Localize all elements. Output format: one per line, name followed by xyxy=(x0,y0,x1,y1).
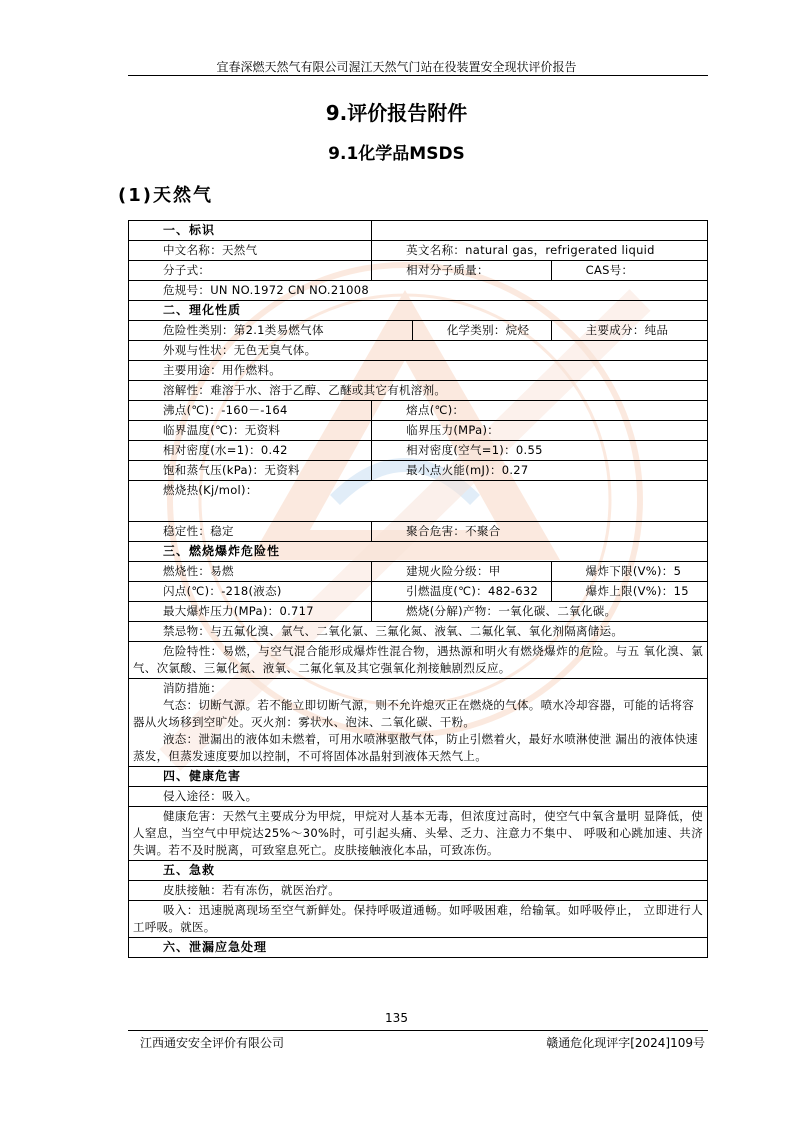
relative-density-water: 相对密度(水=1)：0.42 xyxy=(129,441,372,461)
page-number: 135 xyxy=(385,1011,408,1025)
lower-explosive-limit: 爆炸下限(V%)：5 xyxy=(551,562,707,582)
health-hazard: 健康危害：天然气主要成分为甲烷，甲烷对人基本无毒，但浓度过高时，使空气中氧含量明 显降低，使人窒息，当空气中甲烷达25%～30%时，可引起头痛、头晕、乏力、注意力不集中、 呼吸和心跳加速、共济失调。若不及时脱离，可致窒息死亡。皮肤接触液化本品，可致冻伤。 xyxy=(129,807,708,861)
firefighting-title: 消防措施： xyxy=(163,681,222,695)
footer-company: 江西通安安全评价有限公司 xyxy=(140,1036,285,1050)
section-physicochemical: 二、理化性质 xyxy=(129,301,708,321)
appearance: 外观与性状：无色无臭气体。 xyxy=(129,341,708,361)
minimum-ignition-energy: 最小点火能(mJ)：0.27 xyxy=(372,461,708,481)
section-title: 9.1化学品MSDS xyxy=(328,144,465,164)
page-header: 宜春深燃天然气有限公司渥江天然气门站在役装置安全现状评价报告 xyxy=(216,60,577,74)
combustion-products: 燃烧(分解)产物：一氧化碳、二氧化碳。 xyxy=(372,602,708,622)
critical-pressure: 临界压力(MPa)： xyxy=(372,421,708,441)
skin-contact: 皮肤接触：若有冻伤，就医治疗。 xyxy=(129,881,708,901)
relative-molecular-mass: 相对分子质量： xyxy=(372,261,551,281)
section-fire-explosion: 三、燃烧爆炸危险性 xyxy=(129,542,708,562)
section-identification: 一、标识 xyxy=(129,221,372,241)
melting-point: 熔点(℃)： xyxy=(372,401,708,421)
upper-explosive-limit: 爆炸上限(V%)：15 xyxy=(551,582,707,602)
cas-number: CAS号： xyxy=(551,261,707,281)
row-identification-heading xyxy=(129,221,708,241)
msds-table xyxy=(128,220,708,958)
firefighting-gas: 气态：切断气源。若不能立即切断气源，则不允许熄灭正在燃烧的气体。喷水冷却容器，可能的话将容器从火场移到空旷处。灭火剂：雾状水、泡沫、二氧化碳、干粉。 xyxy=(133,698,694,729)
saturated-vapor-pressure: 饱和蒸气压(kPa)：无资料 xyxy=(129,461,372,481)
section-first-aid: 五、急救 xyxy=(129,861,708,881)
hazard-class: 危险性类别：第2.1类易燃气体 xyxy=(129,321,413,341)
combustion-heat: 燃烧热(Kj/mol)： xyxy=(129,481,708,522)
polymerization-hazard: 聚合危害：不聚合 xyxy=(372,522,708,542)
firefighting-liquid: 液态：泄漏出的液体如未燃着，可用水喷淋驱散气体，防止引燃着火，最好水喷淋使泄 漏出的液体快速蒸发，但蒸发速度要加以控制，不可将固体冰晶射到液体天然气上。 xyxy=(133,732,698,763)
relative-density-air: 相对密度(空气=1)：0.55 xyxy=(372,441,708,461)
header-rule xyxy=(128,75,708,76)
flammability: 燃烧性：易燃 xyxy=(129,562,372,582)
max-explosion-pressure: 最大爆炸压力(MPa)：0.717 xyxy=(129,602,372,622)
footer-report-number: 赣通危化现评字[2024]109号 xyxy=(546,1036,705,1050)
solubility: 溶解性：难溶于水、溶于乙醇、乙醚或其它有机溶剂。 xyxy=(129,381,708,401)
english-name: 英文名称：natural gas，refrigerated liquid xyxy=(372,241,708,261)
incompatible-materials: 禁忌物：与五氟化溴、氯气、二氧化氯、三氟化氮、液氧、二氟化氧、氧化剂隔离储运。 xyxy=(129,622,708,642)
critical-temperature: 临界温度(℃)：无资料 xyxy=(129,421,372,441)
main-component: 主要成分：纯品 xyxy=(551,321,707,341)
molecular-formula: 分子式： xyxy=(129,261,372,281)
hazard-characteristics: 危险特性：易燃，与空气混合能形成爆炸性混合物，遇热源和明火有燃烧爆炸的危险。与五 氧化溴、氯气、次氯酸、三氟化氮、液氧、二氟化氧及其它强氧化剂接触剧烈反应。 xyxy=(129,642,708,679)
substance-heading: (1)天然气 xyxy=(118,185,213,206)
invasion-route: 侵入途径：吸入。 xyxy=(129,787,708,807)
flash-point: 闪点(℃)：-218(液态) xyxy=(129,582,372,602)
stability: 稳定性：稳定 xyxy=(129,522,372,542)
boiling-point: 沸点(℃)：-160－-164 xyxy=(129,401,372,421)
main-usage: 主要用途：用作燃料。 xyxy=(129,361,708,381)
section-leak-response: 六、泄漏应急处理 xyxy=(129,938,708,958)
chapter-title: 9.评价报告附件 xyxy=(325,101,468,125)
section-health-hazard: 四、健康危害 xyxy=(129,767,708,787)
chemical-class: 化学类别：烷烃 xyxy=(412,321,551,341)
footer-rule xyxy=(128,1030,708,1031)
firefighting-measures xyxy=(129,679,708,767)
fire-hazard-class: 建规火险分级：甲 xyxy=(372,562,551,582)
chinese-name: 中文名称：天然气 xyxy=(129,241,372,261)
danger-regulation-number: 危规号：UN NO.1972 CN NO.21008 xyxy=(129,281,708,301)
inhalation: 吸入：迅速脱离现场至空气新鲜处。保持呼吸道通畅。如呼吸困难，给输氧。如呼吸停止， 立即进行人工呼吸。就医。 xyxy=(129,901,708,938)
autoignition-temperature: 引燃温度(℃)：482-632 xyxy=(372,582,551,602)
